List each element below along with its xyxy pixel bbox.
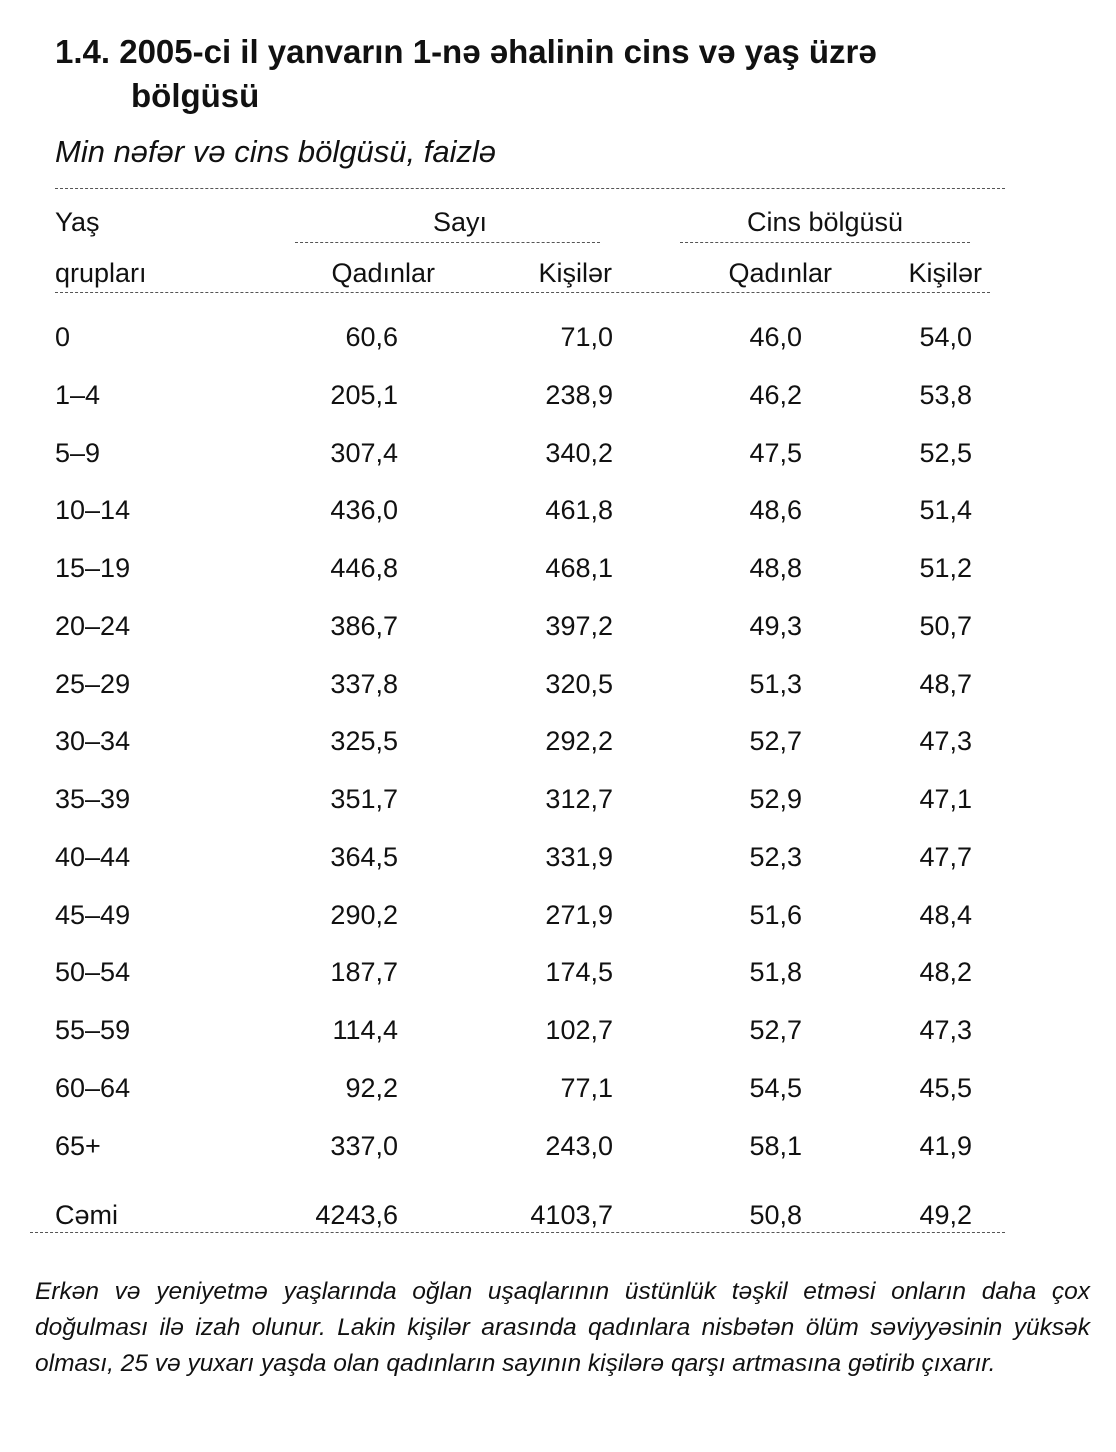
- cell-women-pct: 51,8: [749, 957, 802, 988]
- table-subtitle: Min nəfər və cins bölgüsü, faizlə: [55, 134, 497, 169]
- cell-age: 50–54: [55, 957, 131, 988]
- cell-men-pct: 45,5: [919, 1072, 972, 1103]
- cell-women-pct: 54,5: [749, 1072, 802, 1103]
- table-title-line2: bölgüsü: [131, 77, 260, 114]
- cell-women-pct: 48,8: [749, 553, 802, 583]
- cell-women-pct: 51,3: [749, 668, 802, 699]
- cell-men: 271,9: [545, 899, 613, 930]
- cell-women-pct: 46,2: [749, 379, 802, 410]
- cell-age: Cəmi: [55, 1200, 119, 1230]
- cell-women: 92,2: [345, 1072, 398, 1103]
- cell-men-pct: 48,7: [919, 668, 972, 699]
- cell-women-pct: 48,6: [749, 495, 802, 526]
- cell-men-pct: 52,5: [919, 437, 972, 468]
- cell-women-pct: 52,7: [749, 1015, 802, 1045]
- cell-women-pct: 47,5: [749, 437, 802, 468]
- cell-men-pct: 48,4: [919, 899, 972, 930]
- cell-men: 397,2: [545, 610, 613, 641]
- cell-women-pct: 52,3: [749, 841, 802, 872]
- cell-men-pct: 49,2: [919, 1200, 972, 1230]
- cell-women-pct: 52,9: [749, 784, 802, 814]
- header-bottom-rule: [55, 292, 990, 293]
- cell-women: 436,0: [330, 495, 398, 526]
- cell-women-pct: 52,7: [749, 726, 802, 757]
- cell-women: 386,7: [330, 610, 398, 641]
- cell-men-pct: 47,3: [919, 726, 972, 757]
- cell-women: 307,4: [330, 437, 398, 468]
- cell-men: 174,5: [545, 957, 613, 988]
- header-age-line2: qrupları: [55, 258, 147, 288]
- cell-men-pct: 53,8: [919, 379, 972, 410]
- cell-age: 15–19: [55, 553, 131, 583]
- header-top-rule: [55, 188, 1005, 189]
- cell-women-pct: 50,8: [749, 1200, 802, 1230]
- cell-men-pct: 54,0: [919, 322, 972, 352]
- cell-men: 468,1: [545, 553, 613, 583]
- cell-age: 60–64: [55, 1072, 131, 1103]
- cell-age: 25–29: [55, 668, 131, 699]
- cell-women: 325,5: [330, 726, 398, 757]
- header-women-count: Qadınlar: [331, 258, 435, 288]
- cell-men: 292,2: [545, 726, 613, 757]
- cell-women-pct: 49,3: [749, 610, 802, 641]
- header-age-line1: Yaş: [55, 207, 100, 237]
- cell-age: 5–9: [55, 437, 101, 468]
- table-bottom-rule: [30, 1232, 1005, 1233]
- cell-women: 446,8: [330, 553, 398, 583]
- cell-men-pct: 50,7: [919, 610, 972, 641]
- cell-women: 337,8: [330, 668, 398, 699]
- cell-women-pct: 58,1: [749, 1130, 802, 1161]
- cell-women: 364,5: [330, 841, 398, 872]
- cell-men: 340,2: [545, 437, 613, 468]
- footnote: Erkən və yeniyetmə yaşlarında oğlan uşaqlarının üstünlük təşkil etməsi onların daha çox doğulması ilə izah olunur. Lakin kişilər arasında qadınlara nisbətən ölüm səviyyəsinin yüksək olması, 25 və yuxarı yaşda olan qadınların sayının kişilərə qarşı artmasına gətirib çıxarır.: [35, 1278, 1090, 1377]
- cell-age: 20–24: [55, 610, 131, 641]
- table-title: [55, 30, 1055, 118]
- cell-women: 205,1: [330, 379, 398, 410]
- cell-men-pct: 51,4: [919, 495, 972, 526]
- table-title-line1: 1.4. 2005-ci il yanvarın 1-nə əhalinin cins və yaş üzrə: [55, 33, 877, 70]
- header-men-count: Kişilər: [538, 258, 612, 288]
- cell-women: 60,6: [345, 322, 398, 352]
- cell-age: 35–39: [55, 784, 131, 814]
- cell-women: 4243,6: [315, 1200, 398, 1230]
- cell-age: 65+: [55, 1130, 101, 1161]
- share-group-rule: [680, 242, 970, 243]
- cell-men: 243,0: [545, 1130, 613, 1161]
- cell-age: 30–34: [55, 726, 131, 757]
- cell-women-pct: 51,6: [749, 899, 802, 930]
- cell-men-pct: 48,2: [919, 957, 972, 988]
- cell-age: 55–59: [55, 1015, 131, 1045]
- cell-age: 40–44: [55, 841, 131, 872]
- header-men-share: Kişilər: [908, 258, 982, 288]
- header-women-share: Qadınlar: [728, 258, 832, 288]
- cell-men: 312,7: [545, 784, 613, 814]
- header-share-group: Cins bölgüsü: [746, 207, 904, 237]
- cell-men-pct: 47,7: [919, 841, 972, 872]
- cell-men: 461,8: [545, 495, 613, 526]
- cell-men: 4103,7: [530, 1200, 613, 1230]
- cell-women: 290,2: [330, 899, 398, 930]
- cell-men: 77,1: [560, 1072, 613, 1103]
- cell-men-pct: 51,2: [919, 553, 972, 583]
- cell-men: 102,7: [545, 1015, 613, 1045]
- cell-women: 187,7: [330, 957, 398, 988]
- cell-women: 114,4: [332, 1015, 398, 1045]
- cell-men: 71,0: [560, 322, 613, 352]
- cell-men: 238,9: [545, 379, 613, 410]
- cell-men: 331,9: [545, 841, 613, 872]
- cell-men-pct: 41,9: [919, 1130, 972, 1161]
- cell-women: 337,0: [330, 1130, 398, 1161]
- cell-men-pct: 47,1: [919, 784, 972, 814]
- cell-men: 320,5: [545, 668, 613, 699]
- cell-age: 10–14: [55, 495, 131, 526]
- cell-age: 0: [55, 322, 71, 352]
- count-group-rule: [295, 242, 600, 243]
- cell-men-pct: 47,3: [919, 1015, 972, 1045]
- cell-women-pct: 46,0: [749, 322, 802, 352]
- cell-age: 45–49: [55, 899, 131, 930]
- header-count-group: Sayı: [432, 207, 488, 237]
- cell-women: 351,7: [330, 784, 398, 814]
- cell-age: 1–4: [55, 379, 101, 410]
